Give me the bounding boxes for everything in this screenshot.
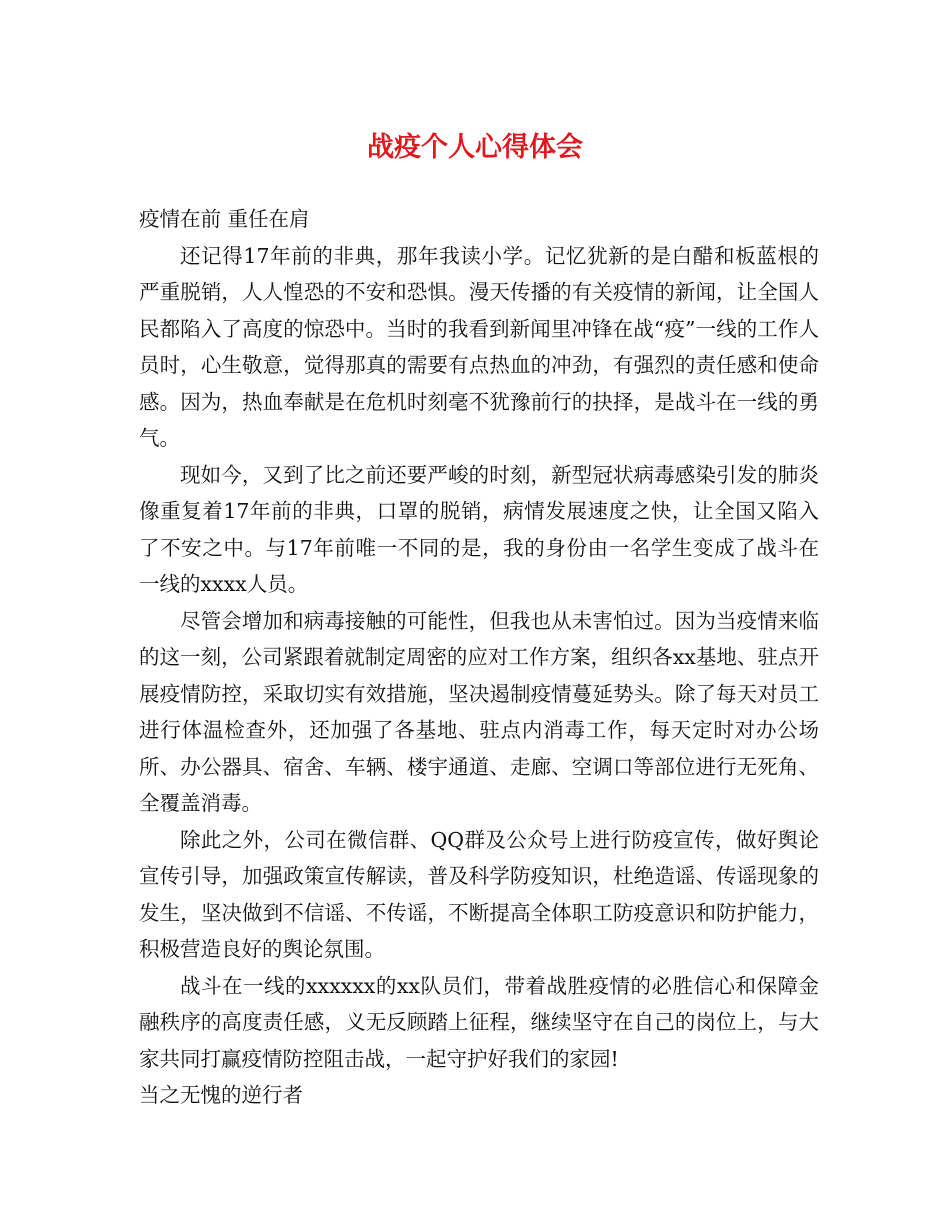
document-body [139, 201, 819, 1114]
section-heading-1: 疫情在前 重任在肩 [139, 207, 310, 231]
paragraph-1: 还记得17年前的非典，那年我读小学。记忆犹新的是白醋和板蓝根的严重脱销，人人惶恐的不安和恐惧。漫天传播的有关疫情的新闻，让全国人民都陷入了高度的惊恐中。当时的我看到新闻里冲锋在战“疫”一线的工作人员时，心生敬意，觉得那真的需要有点热血的冲劲，有强烈的责任感和使命感。因为，热血奉献是在危机时刻毫不犹豫前行的抉择，是战斗在一线的勇气。 [139, 243, 819, 450]
paragraph-3: 尽管会增加和病毒接触的可能性，但我也从未害怕过。因为当疫情来临的这一刻，公司紧跟着就制定周密的应对工作方案，组织各xx基地、驻点开展疫情防控，采取切实有效措施，坚决遏制疫情蔓延势头。除了每天对员工进行体温检查外，还加强了各基地、驻点内消毒工作，每天定时对办公场所、办公器具、宿舍、车辆、楼宇通道、走廊、空调口等部位进行无死角、全覆盖消毒。 [139, 608, 819, 815]
paragraph-4: 除此之外，公司在微信群、QQ群及公众号上进行防疫宣传，做好舆论宣传引导，加强政策宣传解读，普及科学防疫知识，杜绝造谣、传谣现象的发生，坚决做到不信谣、不传谣，不断提高全体职工防疫意识和防护能力，积极营造良好的舆论氛围。 [139, 827, 819, 961]
paragraph-2: 现如今，又到了比之前还要严峻的时刻，新型冠状病毒感染引发的肺炎像重复着17年前的非典，口罩的脱销，病情发展速度之快，让全国又陷入了不安之中。与17年前唯一不同的是，我的身份由一名学生变成了战斗在一线的xxxx人员。 [139, 462, 819, 596]
section-heading-2: 当之无愧的逆行者 [139, 1083, 303, 1107]
paragraph-5: 战斗在一线的xxxxxx的xx队员们，带着战胜疫情的必胜信心和保障金融秩序的高度责任感，义无反顾踏上征程，继续坚守在自己的岗位上，与大家共同打赢疫情防控阻击战，一起守护好我们的家园! [139, 973, 819, 1071]
document-title: 战疫个人心得体会 [367, 132, 583, 163]
